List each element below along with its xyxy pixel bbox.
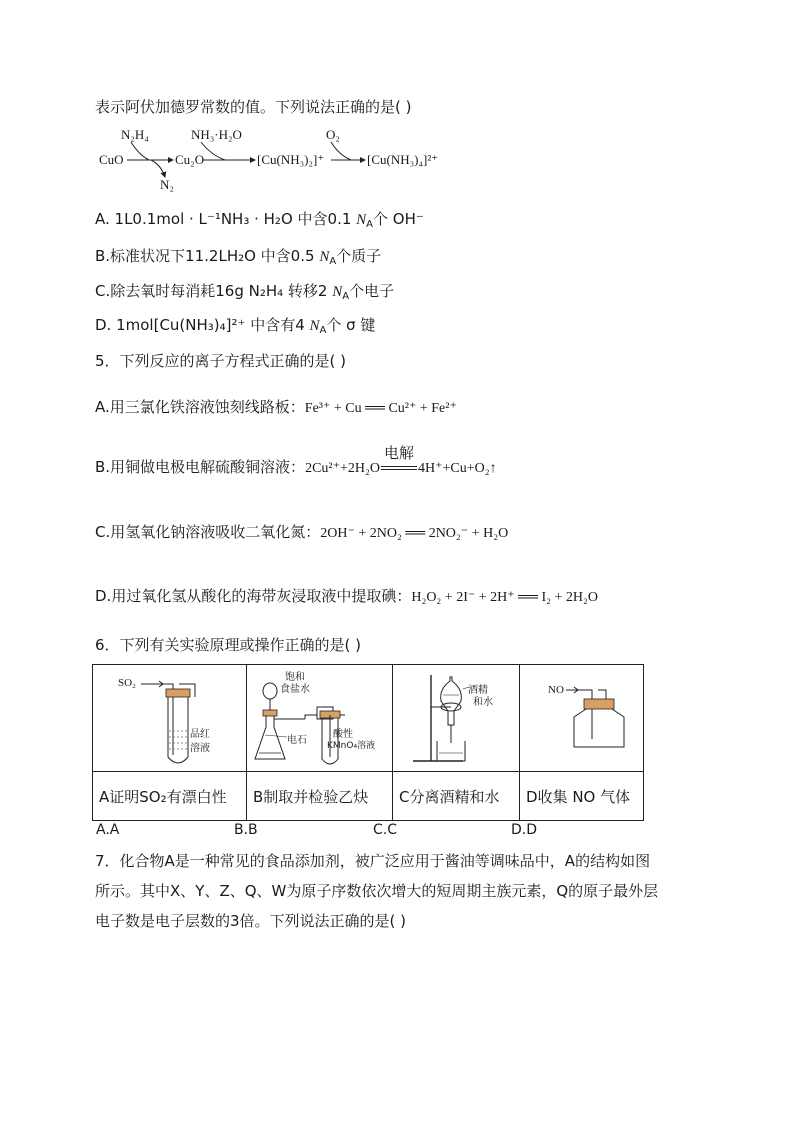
- q6-option-a: A.A: [96, 822, 120, 838]
- figure-a-cell: [93, 665, 247, 772]
- q4-option-d: D. 1mol[Cu(NH₃)₄]²⁺ 中含有4 $N_A$个 σ 键: [95, 316, 376, 336]
- species-cuo: CuO: [99, 152, 124, 167]
- figure-c-cell: [393, 665, 520, 772]
- equal-sign: [381, 466, 417, 470]
- species-cu2o: Cu₂O: [175, 152, 205, 167]
- species-cu-nh3-2: [Cu(NH₃)₂]⁺: [257, 152, 325, 167]
- figure-c: 酒精 和水: [393, 665, 519, 771]
- reagent-o2: O₂: [326, 127, 340, 142]
- q5-option-c: C.用氢氧化钠溶液吸收二氧化氮：2OH⁻ + 2NO₂ ══ 2NO₂⁻ + H₂O: [95, 523, 509, 541]
- caption-d: D收集 NO 气体: [520, 772, 644, 821]
- figure-d-cell: [520, 665, 644, 772]
- figure-a: SO₂ 品红 溶液: [93, 665, 246, 771]
- figure-b: 饱和 食盐水 电石 酸性 KMnO₄溶液: [247, 665, 392, 771]
- q7-line-1: 7．化合物A是一种常见的食品添加剂，被广泛应用于酱油等调味品中，A的结构如图: [95, 852, 651, 870]
- q4-option-a: A. 1L0.1mol · L⁻¹NH₃ · H₂O 中含0.1 $N_A$个 OH⁻: [95, 210, 424, 230]
- byproduct-n2: N₂: [160, 177, 174, 192]
- reagent-n2h4: N₂H₄: [121, 127, 149, 142]
- gas-bottle-diagram: [520, 665, 643, 771]
- q4-option-b: B.标准状况下11.2LH₂O 中含0.5 $N_A$个质子: [95, 247, 382, 267]
- figure-b-cell: [247, 665, 393, 772]
- species-cu-nh3-4: [Cu(NH₃)₄]²⁺: [367, 152, 439, 167]
- experiment-table: [92, 664, 644, 821]
- q6-option-d: D.D: [511, 822, 538, 838]
- q7-line-2: 所示。其中X、Y、Z、Q、W为原子序数依次增大的短周期主族元素，Q的原子最外层: [95, 882, 659, 900]
- flask-diagram: [247, 665, 392, 771]
- q6-option-c: C.C: [373, 822, 398, 838]
- q5-option-d: D.用过氧化氢从酸化的海带灰浸取液中提取碘：H₂O₂ + 2I⁻ + 2H⁺ ══ I₂ + 2H₂O: [95, 587, 599, 605]
- test-tube-diagram: [93, 665, 246, 771]
- caption-a: A证明SO₂有漂白性: [93, 772, 247, 821]
- q5-stem: 5．下列反应的离子方程式正确的是( ): [95, 352, 347, 370]
- q4-option-c: C.除去氧时每消耗16g N₂H₄ 转移2 $N_A$个电子: [95, 282, 395, 302]
- electrolysis-condition: 电解: [380, 456, 418, 478]
- caption-b: B制取并检验乙炔: [247, 772, 393, 821]
- separatory-funnel-diagram: [393, 665, 519, 771]
- q5-option-b: B.用铜做电极电解硫酸铜溶液：2Cu²⁺+2H₂O 电解 4H⁺+Cu+O₂↑: [95, 444, 497, 476]
- q6-stem: 6．下列有关实验原理或操作正确的是( ): [95, 636, 362, 654]
- figure-d: NO: [520, 665, 643, 771]
- scheme-arrows: [95, 125, 455, 195]
- reagent-nh3-h2o: NH₃·H₂O: [191, 127, 242, 142]
- q7-line-3: 电子数是电子层数的3倍。下列说法正确的是( ): [95, 912, 407, 930]
- q5-option-a: A.用三氯化铁溶液蚀刻线路板：Fe³⁺ + Cu ══ Cu²⁺ + Fe²⁺: [95, 398, 457, 416]
- q4-stem: 表示阿伏加德罗常数的值。下列说法正确的是( ): [95, 98, 412, 116]
- q6-option-b: B.B: [234, 822, 258, 838]
- reaction-scheme: [95, 125, 455, 195]
- caption-c: C分离酒精和水: [393, 772, 520, 821]
